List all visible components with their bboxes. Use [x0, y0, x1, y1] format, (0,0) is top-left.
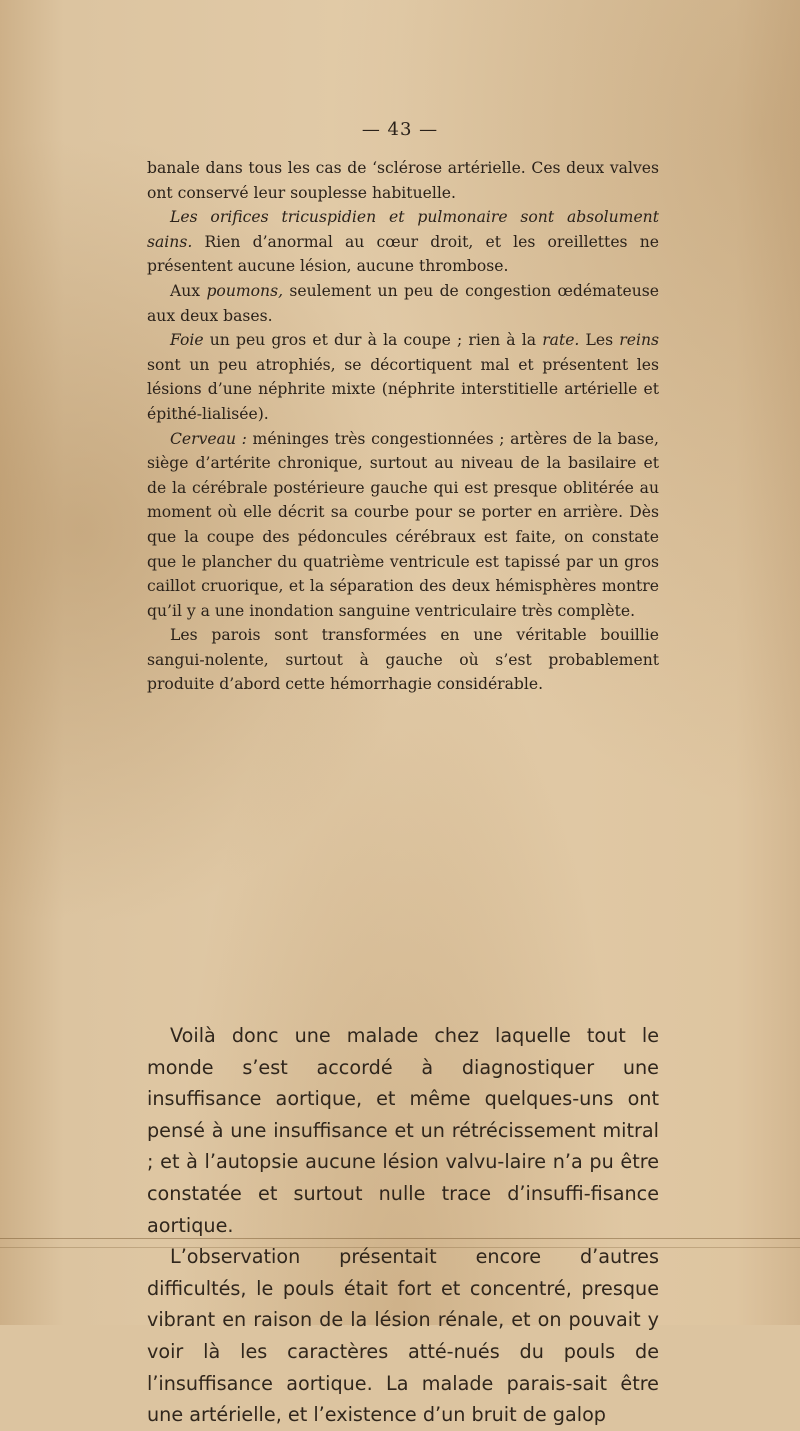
paragraph	[147, 623, 659, 697]
small-print-section	[147, 156, 659, 697]
page-number: — 43 —	[361, 119, 439, 140]
text-span: Les parois sont transformées en une véritable bouillie sangui-nolente, surtout à gauche où s’est probablement produite d’abord cette hémorrhagie considérable.	[147, 626, 659, 694]
italic-text: poumons,	[206, 281, 284, 300]
italic-text: reins	[619, 331, 659, 350]
italic-text: rate.	[542, 331, 580, 350]
text-span: un peu gros et dur à la coupe ; rien à la	[203, 331, 543, 350]
paragraph	[147, 328, 659, 426]
text-span: Aux	[170, 281, 207, 300]
text-span: seulement un peu de congestion œdémateuse aux deux bases.	[147, 281, 659, 325]
paragraph	[147, 205, 659, 279]
text-span: Rien d’anormal au cœur droit, et les oreillettes ne présentent aucune lésion, aucune thrombose.	[147, 232, 659, 276]
text-span: banale dans tous les cas de ‘sclérose artérielle. Ces deux valves ont conservé leur souplesse habituelle.	[147, 159, 659, 202]
paragraph	[147, 427, 659, 624]
text-span: Voilà donc une malade chez laquelle tout le monde s’est accordé à diagnostiquer une insuffisance aortique, et même quelques-uns ont pensé à une insuffisance et un rétrécissement mitral ; et à l’autopsie aucune lésion valvu-laire n’a pu être constatée et surtout nulle trace d’insuffi-fisance aortique.	[147, 1024, 659, 1237]
italic-text: Les orifices tricuspidien et pulmonaire sont absolument sains.	[147, 208, 659, 251]
italic-text: Foie	[170, 331, 204, 350]
paragraph	[147, 1020, 659, 1241]
text-span: méninges très congestionnées ; artères de la base, siège d’artérite chronique, surtout au niveau de la basilaire et de la cérébrale postérieure gauche qui est presque oblitérée au moment où elle décrit sa courbe pour se porter en arrière. Dès que la coupe des pédoncules cérébraux est faite, on constate que le plancher du quatrième ventricule est tapissé par un gros caillot cruorique, et la séparation des deux hémisphères montre qu’il y a une inondation sanguine ventriculaire très complète.	[147, 429, 659, 620]
text-span: Les	[579, 331, 620, 350]
italic-text: Cerveau :	[170, 429, 247, 448]
large-print-section	[147, 1020, 659, 1431]
paragraph	[147, 279, 659, 328]
text-span: L’observation présentait encore d’autres difficultés, le pouls était fort et concentré, presque vibrant en raison de la lésion rénale, et on pouvait y voir là les caractères atté-nués du pouls de l’insuffisance aortique. La malade parais-sait être une artérielle, et l’existence d’un bruit de galop	[147, 1245, 659, 1427]
paragraph	[147, 156, 659, 205]
paragraph	[147, 1241, 659, 1431]
text-span: sont un peu atrophiés, se décortiquent mal et présentent les lésions d’une néphrite mixte (néphrite interstitielle artérielle et épithé-lialisée).	[147, 355, 659, 423]
